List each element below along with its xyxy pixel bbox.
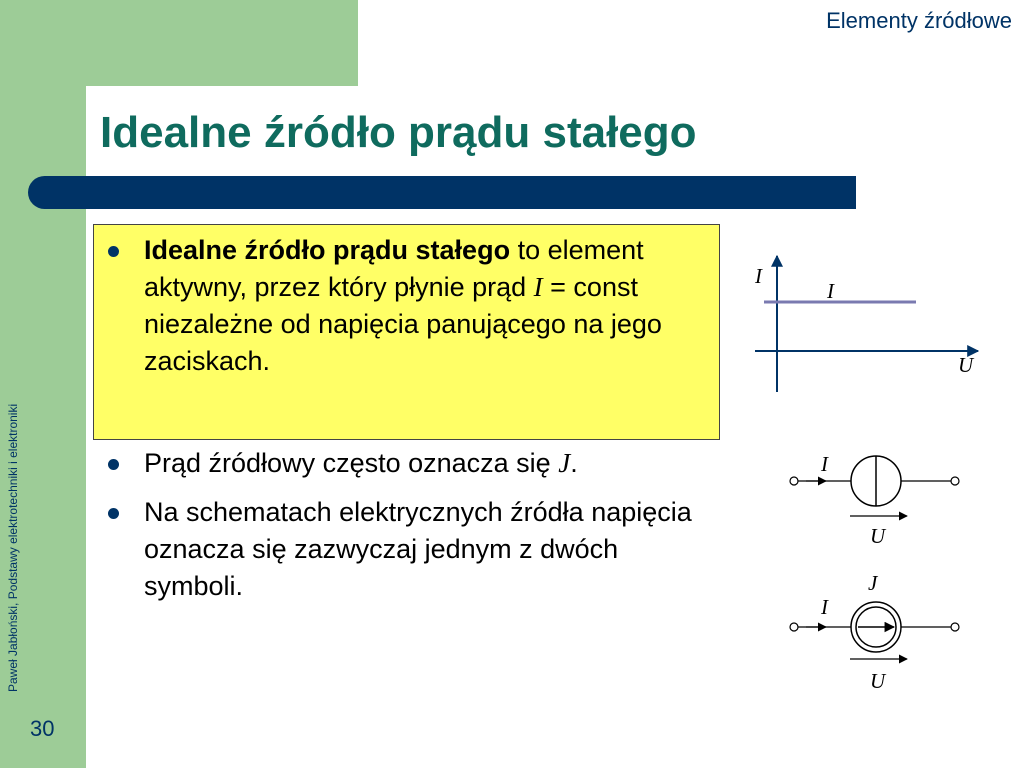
source-label: J — [868, 571, 878, 595]
current-label: I — [821, 452, 828, 476]
x-axis-label: U — [958, 353, 974, 377]
current-label: I — [821, 595, 828, 619]
y-axis-label: I — [755, 264, 762, 288]
current-line-label: I — [827, 279, 834, 303]
voltage-label: U — [870, 669, 886, 693]
bullet-text: to element aktywny, przez który płynie prąd — [144, 235, 644, 302]
current-symbol: I — [533, 272, 543, 302]
slide-title: Idealne źródło prądu stałego — [100, 108, 697, 157]
page-number: 30 — [30, 716, 55, 741]
source-symbol: J — [558, 448, 571, 478]
iu-characteristic-graph — [754, 256, 978, 392]
bullet-text-end: . — [570, 448, 578, 478]
current-source-symbol-1 — [790, 452, 959, 548]
bullet-bold-term: Idealne źródło prądu stałego — [144, 235, 511, 265]
current-source-symbol-2 — [790, 571, 959, 693]
bullet-text-end: = const niezależne od napięcia panującego na jego zaciskach. — [144, 272, 662, 376]
footer-author: Paweł Jabłoński, Podstawy elektrotechniki i elektroniki — [6, 403, 20, 692]
bullet-text: Na schematach elektrycznych źródła napięcia oznacza się zazwyczaj jednym z dwóch symboli. — [144, 497, 692, 601]
voltage-label: U — [870, 524, 886, 548]
section-title: Elementy źródłowe — [826, 8, 1012, 33]
bullet-text: Prąd źródłowy często oznacza się — [144, 448, 559, 478]
